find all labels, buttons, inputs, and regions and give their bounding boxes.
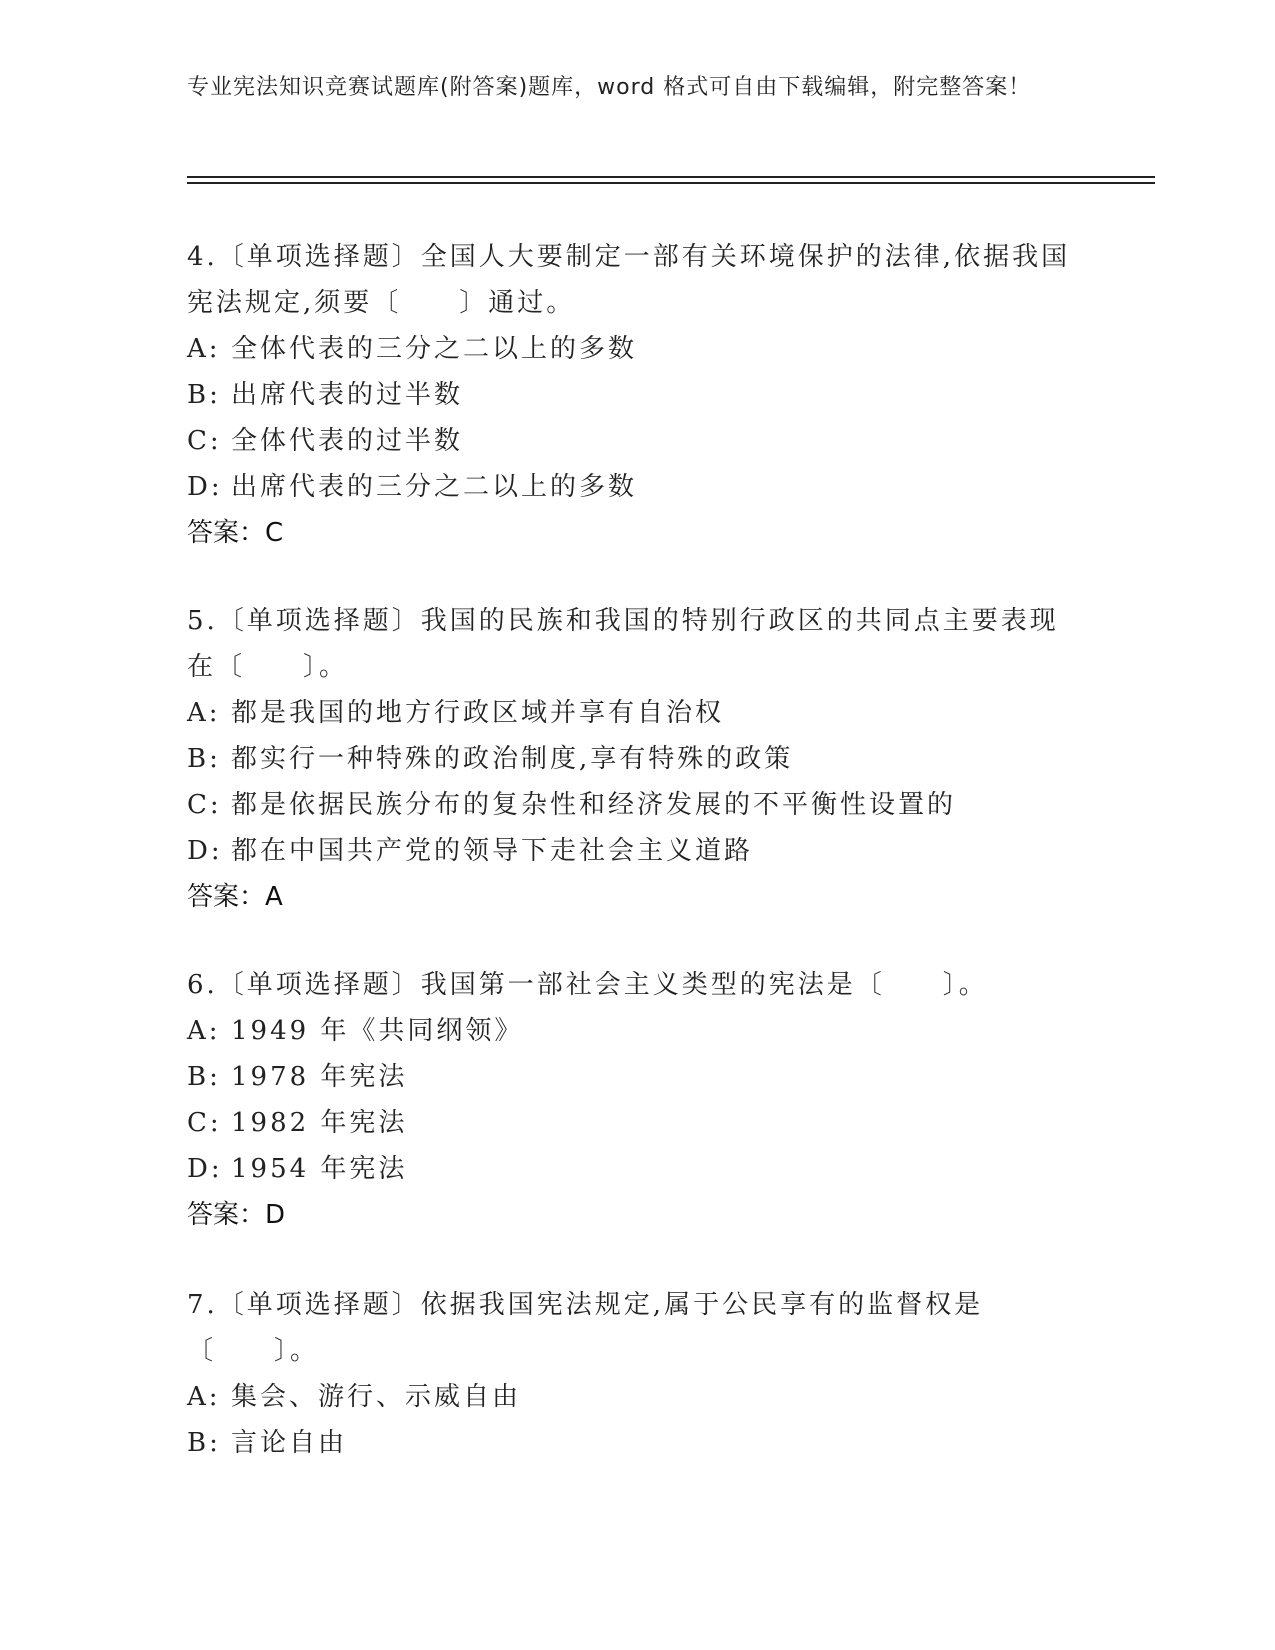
option-letter: B:: [187, 380, 221, 410]
option-a: [187, 690, 1087, 736]
option-c: [187, 418, 1087, 464]
option-a: [187, 326, 1087, 372]
header-divider-bottom: [187, 182, 1155, 184]
option-text: 都实行一种特殊的政治制度,享有特殊的政策: [231, 744, 794, 774]
question-stem: 5.〔单项选择题〕我国的民族和我国的特别行政区的共同点主要表现在〔 〕。: [187, 606, 1059, 682]
option-c: [187, 782, 1087, 828]
option-b: [187, 1054, 1087, 1100]
question-stem: 7.〔单项选择题〕依据我国宪法规定,属于公民享有的监督权是〔 〕。: [187, 1290, 984, 1366]
option-letter: C:: [187, 790, 222, 820]
option-text: 言论自由: [231, 1428, 348, 1458]
answer-line: 答案：C: [187, 518, 284, 548]
option-text: 1978 年宪法: [231, 1062, 408, 1092]
option-text: 都是我国的地方行政区域并享有自治权: [231, 698, 725, 728]
option-letter: D:: [187, 836, 223, 866]
option-letter: A:: [187, 698, 221, 728]
option-letter: A:: [187, 1016, 221, 1046]
question-4: [187, 234, 1087, 556]
option-c: [187, 1100, 1087, 1146]
header-divider-top: [187, 176, 1155, 178]
option-b: [187, 372, 1087, 418]
option-letter: D:: [187, 472, 223, 502]
option-letter: B:: [187, 1062, 221, 1092]
option-letter: C:: [187, 426, 222, 456]
option-a: [187, 1008, 1087, 1054]
option-text: 都在中国共产党的领导下走社会主义道路: [231, 836, 754, 866]
question-7: [187, 1282, 1087, 1466]
option-text: 1982 年宪法: [231, 1108, 408, 1138]
option-a: [187, 1374, 1087, 1420]
option-b: [187, 1420, 1087, 1466]
option-letter: D:: [187, 1154, 223, 1184]
option-letter: B:: [187, 1428, 221, 1458]
option-d: [187, 1146, 1087, 1192]
question-6: [187, 962, 1087, 1238]
option-text: 1949 年《共同纲领》: [231, 1016, 524, 1046]
option-text: 集会、游行、示威自由: [231, 1382, 522, 1412]
answer-line: 答案：A: [187, 882, 283, 912]
document-header: 专业宪法知识竞赛试题库(附答案)题库，word 格式可自由下载编辑，附完整答案！: [187, 75, 1032, 100]
option-text: 都是依据民族分布的复杂性和经济发展的不平衡性设置的: [231, 790, 957, 820]
option-letter: B:: [187, 744, 221, 774]
option-text: 全体代表的三分之二以上的多数: [231, 334, 638, 364]
question-stem: 4.〔单项选择题〕全国人大要制定一部有关环境保护的法律,依据我国宪法规定,须要〔 〕通过。: [187, 242, 1071, 318]
option-letter: C:: [187, 1108, 222, 1138]
option-d: [187, 828, 1087, 874]
option-d: [187, 464, 1087, 510]
option-text: 全体代表的过半数: [231, 426, 464, 456]
option-text: 出席代表的过半数: [231, 380, 464, 410]
answer-line: 答案：D: [187, 1200, 286, 1230]
question-stem: 6.〔单项选择题〕我国第一部社会主义类型的宪法是〔 〕。: [187, 970, 988, 1000]
question-5: [187, 598, 1087, 920]
option-b: [187, 736, 1087, 782]
option-text: 出席代表的三分之二以上的多数: [231, 472, 638, 502]
option-text: 1954 年宪法: [231, 1154, 408, 1184]
option-letter: A:: [187, 334, 221, 364]
option-letter: A:: [187, 1382, 221, 1412]
